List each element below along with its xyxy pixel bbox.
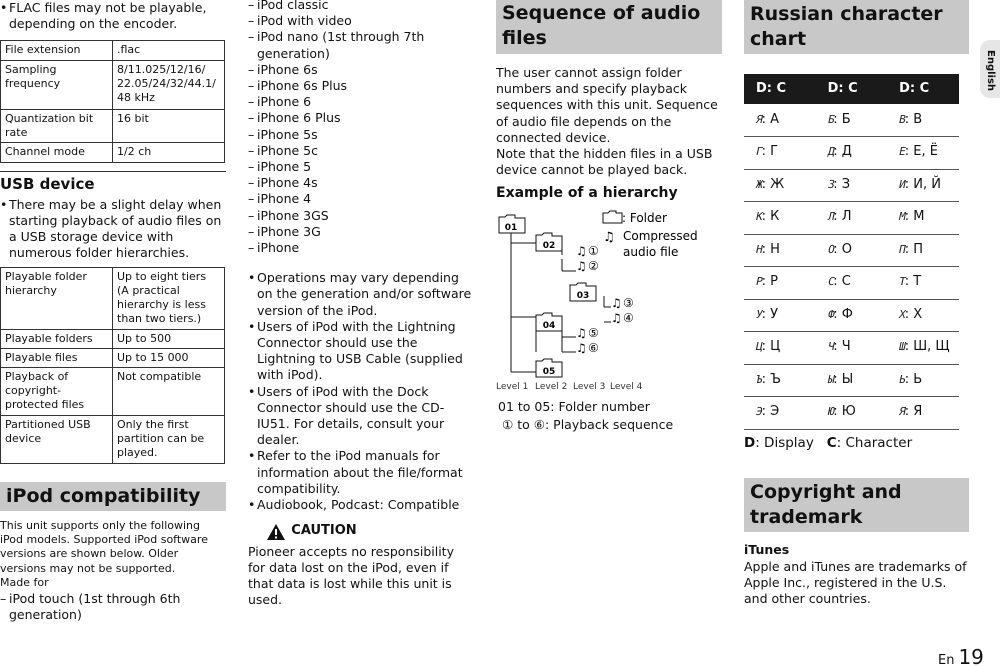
ipod-model-item: – iPhone 3G	[248, 224, 474, 240]
character-cell	[744, 104, 816, 137]
russian-character-table	[744, 74, 959, 430]
table-row: Playable folders Up to 500	[1, 329, 225, 348]
table-row	[744, 104, 959, 137]
table-row: Sampling frequency 8/11.025/12/16/ 22.05/24/32/44.1/ 48 kHz	[1, 61, 225, 110]
folder-04: 04	[542, 320, 556, 331]
column-1	[0, 0, 226, 623]
ipod-model-item: – iPhone 6 Plus	[248, 110, 474, 126]
file-6: ⑥	[588, 340, 599, 355]
table-row	[744, 169, 959, 202]
flac-note: • FLAC files may not be playable, depending on the encoder.	[0, 0, 226, 32]
display-glyph: Б	[826, 112, 835, 126]
ipod-model-item: – iPhone 6s Plus	[248, 78, 474, 94]
character-cell	[887, 397, 959, 430]
character-cell	[816, 299, 888, 332]
display-glyph: С	[826, 275, 835, 289]
level-1-label: Level 1	[496, 381, 529, 392]
made-for-label: Made for	[0, 576, 49, 590]
character-cell	[887, 202, 959, 235]
folder-05: 05	[542, 366, 556, 377]
character-cell	[744, 397, 816, 430]
display-glyph: М	[897, 210, 907, 224]
table-row: Quantization bit rate 16 bit	[1, 110, 225, 143]
russian-chart-heading: Russian character chart	[744, 0, 969, 54]
table-row: Playback of copyright-protected files Not compatible	[1, 367, 225, 415]
character-label: : Х	[904, 306, 923, 322]
ipod-model-item: – iPod with video	[248, 13, 474, 29]
folder-icon	[536, 233, 562, 251]
svg-text:audio file: audio file	[623, 244, 679, 259]
music-note-icon: ♫	[576, 340, 587, 355]
ipod-model-item: – iPod nano (1st through 7th generation)	[248, 29, 474, 61]
display-glyph: Я	[754, 112, 764, 126]
display-glyph: Ю	[826, 405, 835, 419]
character-label: : Ю	[833, 404, 856, 420]
display-glyph: Ш	[897, 340, 907, 354]
column-3	[496, 0, 722, 433]
character-label: : Э	[761, 404, 780, 420]
folder-02: 02	[542, 240, 556, 251]
column-2	[248, 0, 474, 608]
file-3: ③	[623, 295, 634, 310]
level-2-label: Level 2	[535, 381, 568, 392]
itunes-title: iTunes	[744, 542, 790, 558]
ipod-note-item: • Operations may vary depending on the generation and/or software version of the iPod.	[248, 270, 474, 319]
display-glyph: Ь	[897, 372, 907, 386]
character-label: : Ч	[833, 339, 851, 355]
table-row	[744, 364, 959, 397]
display-glyph: У	[754, 307, 764, 321]
display-glyph: Ы	[826, 372, 835, 386]
folder-number-note: 01 to 05: Folder number	[498, 398, 650, 414]
character-label: : Д	[833, 144, 852, 160]
ipod-model-item: – iPhone 6s	[248, 62, 474, 78]
language-tab-label: English	[985, 50, 996, 92]
flac-spec-table	[0, 40, 225, 163]
caution-text: Pioneer accepts no responsibility for data lost on the iPod, even if that data is lost while this unit is used.	[248, 544, 454, 608]
character-cell	[816, 267, 888, 300]
display-glyph: Г	[754, 145, 764, 159]
character-label: : Ь	[904, 371, 923, 387]
character-label: : И, Й	[904, 176, 941, 192]
music-note-icon: ♫	[603, 229, 615, 245]
example-heading: Example of a hierarchy	[496, 185, 678, 202]
character-cell	[887, 332, 959, 365]
character-cell	[816, 202, 888, 235]
character-cell	[887, 137, 959, 170]
character-label: : Е, Ё	[904, 144, 938, 160]
hierarchy-diagram	[496, 207, 722, 392]
music-note-icon: ♫	[611, 295, 622, 310]
ipod-compatibility-heading: iPod compatibility	[0, 482, 226, 511]
character-cell	[887, 234, 959, 267]
character-cell	[744, 234, 816, 267]
display-glyph: Д	[826, 145, 835, 159]
display-glyph: Н	[754, 242, 764, 256]
display-glyph: Т	[897, 275, 907, 289]
character-label: : Ц	[761, 339, 781, 355]
ipod-model-item: – iPhone 6	[248, 94, 474, 110]
character-label: : Б	[833, 111, 851, 127]
display-glyph: Е	[897, 145, 907, 159]
character-label: : Ф	[833, 306, 853, 322]
table-row: File extension .flac	[1, 41, 225, 61]
ipod-note-item: • Refer to the iPod manuals for information about the file/format compatibility.	[248, 448, 474, 497]
character-label: : Ж	[761, 176, 785, 192]
hidden-note: Note that the hidden files in a USB device cannot be played back.	[496, 146, 713, 178]
display-glyph: О	[826, 242, 835, 256]
ipod-model-item: – iPod classic	[248, 0, 474, 13]
ipod-model-item: – iPhone 5	[248, 159, 474, 175]
character-cell	[887, 169, 959, 202]
folder-icon	[570, 283, 596, 301]
ipod-model-item: – iPhone 4s	[248, 175, 474, 191]
character-label: : Ш, Щ	[904, 339, 950, 355]
display-glyph: Ъ	[754, 372, 764, 386]
warning-icon	[267, 524, 285, 540]
svg-text:Compressed: Compressed	[623, 228, 698, 243]
character-cell	[744, 332, 816, 365]
folder-icon	[536, 359, 562, 377]
table-row: Playable files Up to 15 000	[1, 348, 225, 367]
display-glyph: Р	[754, 275, 764, 289]
table-row: Playable folder hierarchy Up to eight tiers (A practical hierarchy is less than two tiers.)	[1, 267, 225, 329]
page-footer	[938, 644, 984, 666]
ipod-model-item: – iPhone 4	[248, 191, 474, 207]
character-label: : А	[761, 111, 780, 127]
level-3-label: Level 3	[573, 381, 606, 392]
display-glyph: Э	[754, 405, 764, 419]
music-note-icon: ♫	[576, 243, 587, 258]
character-label: : К	[761, 209, 780, 225]
table-row	[744, 299, 959, 332]
character-cell	[887, 299, 959, 332]
table-row: Channel mode 1/2 ch	[1, 143, 225, 163]
character-cell	[744, 137, 816, 170]
ipod-model-item: – iPhone 5s	[248, 127, 474, 143]
usb-spec-table	[0, 267, 225, 464]
playback-sequence-note: ① to ⑥: Playback sequence	[502, 417, 674, 433]
display-glyph: Я	[897, 405, 907, 419]
character-label: : Л	[833, 209, 852, 225]
character-label: : Ы	[833, 371, 854, 387]
ipod-intro: This unit supports only the following iPod models. Supported iPod software versions are shown below. Older versions may not be supported.	[0, 518, 208, 575]
character-label: : Г	[761, 144, 779, 160]
music-note-icon: ♫	[611, 310, 622, 325]
table-header-row: D: C D: C D: C	[744, 74, 959, 104]
music-note-icon: ♫	[576, 325, 587, 340]
file-4: ④	[623, 310, 634, 325]
character-label: : М	[904, 209, 925, 225]
folder-01: 01	[504, 222, 518, 233]
copyright-heading: Copyright and trademark	[744, 478, 969, 532]
display-character-legend: D: Display C: Character	[744, 434, 913, 451]
ipod-model-item: – iPhone 3GS	[248, 208, 474, 224]
table-row	[744, 137, 959, 170]
table-row	[744, 267, 959, 300]
character-label: : Р	[761, 274, 778, 290]
table-row	[744, 202, 959, 235]
character-label: : Н	[761, 241, 780, 257]
caution-header	[248, 523, 474, 540]
display-glyph: Ц	[754, 340, 764, 354]
character-cell	[816, 169, 888, 202]
ipod-touch-item: – iPod touch (1st through 6th generation)	[0, 591, 226, 623]
table-row: Partitioned USB device Only the first partition can be played.	[1, 415, 225, 463]
page-number: 19	[958, 645, 984, 666]
display-glyph: К	[754, 210, 764, 224]
display-glyph: И	[897, 177, 907, 191]
table-row	[744, 397, 959, 430]
display-glyph: П	[897, 242, 907, 256]
folder-icon	[536, 313, 562, 331]
svg-text:: Folder: : Folder	[622, 210, 667, 225]
character-cell	[887, 364, 959, 397]
character-label: : О	[833, 241, 852, 257]
legend-compressed	[603, 229, 698, 259]
character-cell	[744, 299, 816, 332]
folder-icon	[499, 215, 525, 233]
ipod-note-item: • Users of iPod with the Lightning Connector should use the Lightning to USB Cable (supplied with iPod).	[248, 319, 474, 384]
sequence-heading: Sequence of audio files	[496, 0, 722, 54]
legend-folder	[603, 211, 667, 225]
display-glyph: Ж	[754, 177, 764, 191]
character-cell	[816, 332, 888, 365]
ipod-notes-list	[248, 270, 474, 513]
character-cell	[887, 104, 959, 137]
display-glyph: Х	[897, 307, 907, 321]
caution-title: CAUTION	[291, 523, 357, 539]
character-cell	[744, 202, 816, 235]
ipod-model-item: – iPhone	[248, 240, 474, 256]
character-cell	[816, 137, 888, 170]
file-2: ②	[588, 258, 599, 273]
display-glyph: Ф	[826, 307, 835, 321]
character-cell	[744, 364, 816, 397]
character-label: : П	[904, 241, 924, 257]
sequence-intro: The user cannot assign folder numbers and specify playback sequences with this unit. Sequence of audio file depends on the connected device.	[496, 65, 718, 145]
character-label: : У	[761, 306, 779, 322]
music-note-icon: ♫	[576, 258, 587, 273]
character-label: : Ъ	[761, 371, 781, 387]
display-glyph: Ч	[826, 340, 835, 354]
character-cell	[744, 267, 816, 300]
folder-03: 03	[576, 290, 590, 301]
character-label: : В	[904, 111, 923, 127]
display-glyph: В	[897, 112, 907, 126]
character-cell	[887, 267, 959, 300]
table-row	[744, 332, 959, 365]
table-row	[744, 234, 959, 267]
usb-note: • There may be a slight delay when starting playback of audio files on a USB storage device with numerous folder hierarchies.	[0, 197, 226, 261]
character-label: : Т	[904, 274, 922, 290]
itunes-text: Apple and iTunes are trademarks of Apple Inc., registered in the U.S. and other countries.	[744, 559, 967, 607]
character-cell	[816, 364, 888, 397]
character-cell	[816, 397, 888, 430]
ipod-model-item: – iPhone 5c	[248, 143, 474, 159]
character-label: : С	[833, 274, 851, 290]
display-glyph: З	[826, 177, 835, 191]
footer-lang: En	[938, 653, 955, 666]
file-5: ⑤	[588, 325, 599, 340]
character-cell	[816, 104, 888, 137]
display-glyph: Л	[826, 210, 835, 224]
usb-device-heading: USB device	[0, 171, 226, 195]
character-cell	[816, 234, 888, 267]
ipod-note-item: • Users of iPod with the Dock Connector should use the CD-IU51. For details, consult your dealer.	[248, 384, 474, 449]
level-4-label: Level 4	[610, 381, 643, 392]
character-label: : З	[833, 176, 851, 192]
ipod-model-list	[248, 0, 474, 256]
column-4	[744, 0, 970, 607]
character-cell	[744, 169, 816, 202]
ipod-note-item: • Audiobook, Podcast: Compatible	[248, 497, 474, 513]
character-label: : Я	[904, 404, 923, 420]
file-1: ①	[588, 243, 599, 258]
